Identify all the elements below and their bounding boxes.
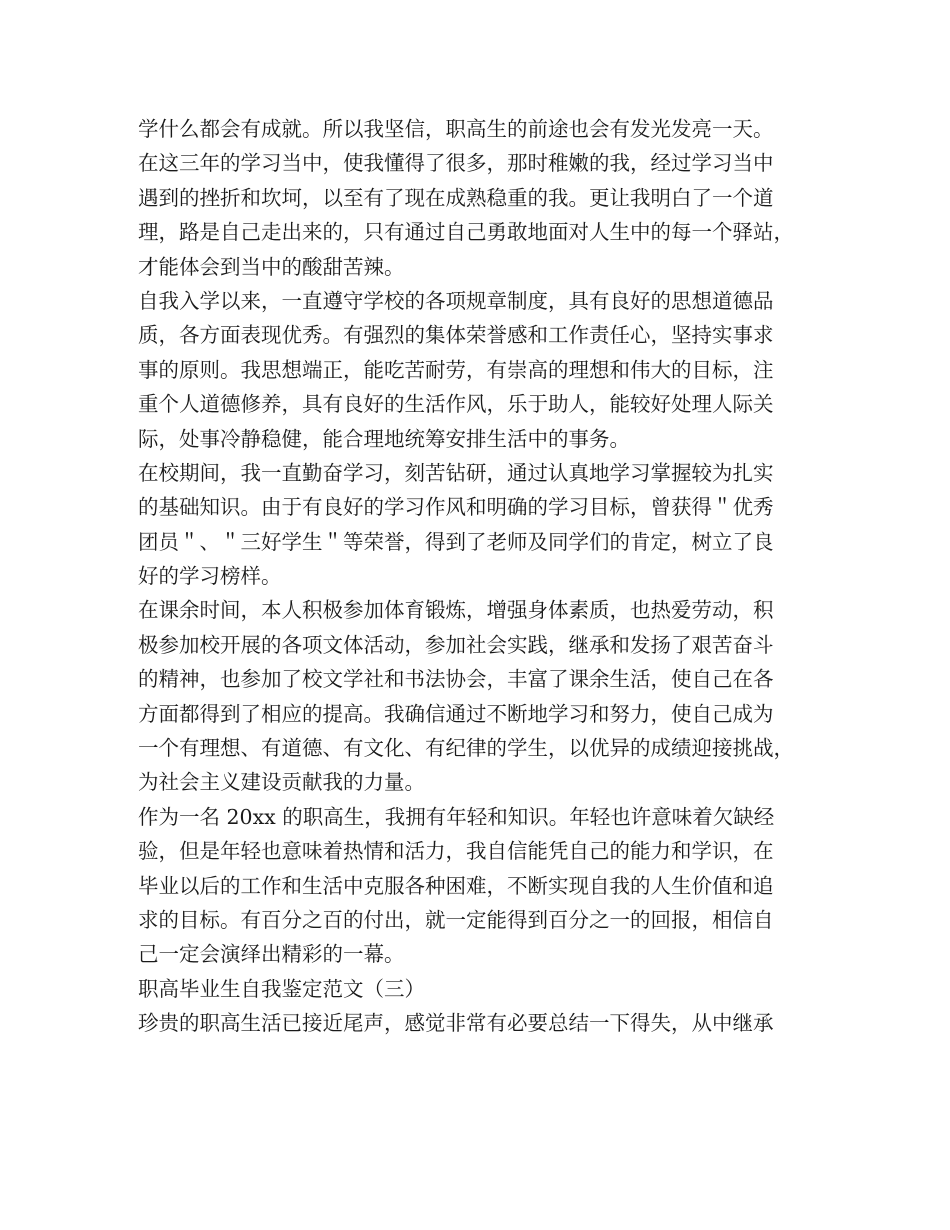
text-line: 的精神，也参加了校文学社和书法协会，丰富了课余生活，使自己在各 xyxy=(138,667,774,692)
text-line: 学什么都会有成就。所以我坚信，职高生的前途也会有发光发亮一天。 xyxy=(138,117,774,141)
text-line: 一个有理想、有道德、有文化、有纪律的学生，以优异的成绩迎接挑战， xyxy=(138,736,794,761)
text-line: 极参加校开展的各项文体活动，参加社会实践，继承和发扬了艰苦奋斗 xyxy=(138,632,774,657)
text-line: 在校期间，我一直勤奋学习，刻苦钻研，通过认真地学习掌握较为扎实 xyxy=(138,460,774,485)
text-line: 理，路是自己走出来的，只有通过自己勇敢地面对人生中的每一个驿站， xyxy=(138,220,794,245)
text-line: 为社会主义建设贡献我的力量。 xyxy=(138,770,425,795)
text-line: 验，但是年轻也意味着热情和活力，我自信能凭自己的能力和学识，在 xyxy=(138,839,774,864)
text-line: 方面都得到了相应的提高。我确信通过不断地学习和努力，使自己成为 xyxy=(138,701,774,726)
text-line: 在课余时间，本人积极参加体育锻炼，增强身体素质，也热爱劳动，积 xyxy=(138,598,774,623)
text-line: 遇到的挫折和坎坷，以至有了现在成熟稳重的我。更让我明白了一个道 xyxy=(138,185,774,210)
text-line: 作为一名 20xx 的职高生，我拥有年轻和知识。年轻也许意味着欠缺经 xyxy=(138,804,775,829)
text-line: 己一定会演绎出精彩的一幕。 xyxy=(138,942,405,967)
text-line: 好的学习榜样。 xyxy=(138,564,282,589)
text-line: 自我入学以来，一直遵守学校的各项规章制度，具有良好的思想道德品 xyxy=(138,288,774,313)
text-line: 团员＂、＂三好学生＂等荣誉，得到了老师及同学们的肯定，树立了良 xyxy=(138,529,774,554)
text-line: 珍贵的职高生活已接近尾声，感觉非常有必要总结一下得失，从中继承 xyxy=(138,1011,774,1036)
text-line: 才能体会到当中的酸甜苦辣。 xyxy=(138,254,405,279)
text-line: 质，各方面表现优秀。有强烈的集体荣誉感和工作责任心，坚持实事求 xyxy=(138,323,774,348)
text-line: 毕业以后的工作和生活中克服各种困难，不断实现自我的人生价值和追 xyxy=(138,873,774,898)
text-line: 事的原则。我思想端正，能吃苦耐劳，有崇高的理想和伟大的目标，注 xyxy=(138,357,774,382)
text-line: 在这三年的学习当中，使我懂得了很多，那时稚嫩的我，经过学习当中 xyxy=(138,151,774,176)
section-heading: 职高毕业生自我鉴定范文（三） xyxy=(138,976,425,1001)
text-line: 重个人道德修养，具有良好的生活作风，乐于助人，能较好处理人际关 xyxy=(138,392,774,417)
text-line: 际，处事冷静稳健，能合理地统筹安排生活中的事务。 xyxy=(138,426,630,451)
text-line: 的基础知识。由于有良好的学习作风和明确的学习目标，曾获得＂优秀 xyxy=(138,495,774,520)
document-body xyxy=(138,112,828,1041)
text-line: 求的目标。有百分之百的付出，就一定能得到百分之一的回报，相信自 xyxy=(138,907,774,932)
